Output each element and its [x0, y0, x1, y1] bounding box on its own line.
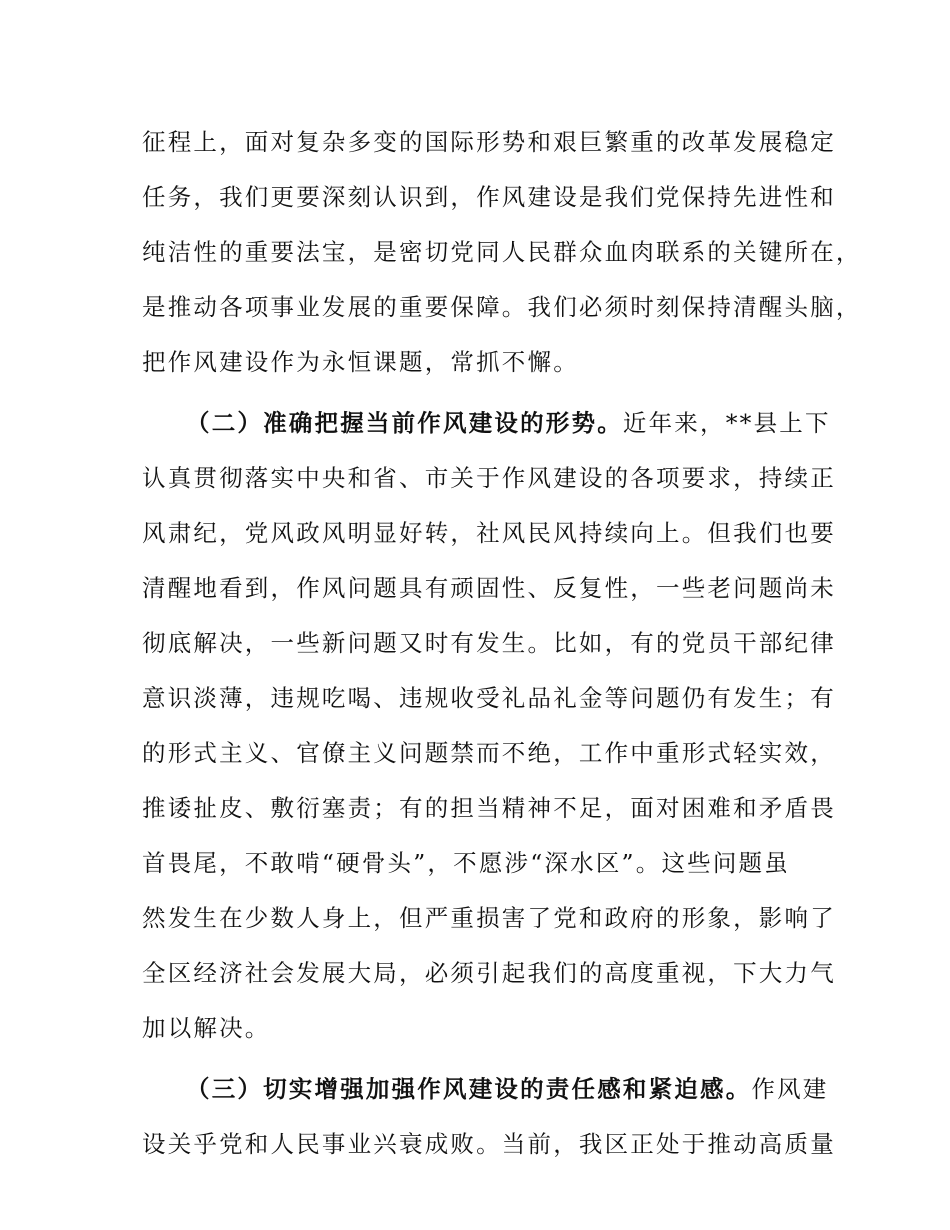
- section-2-heading: （二）准确把握当前作风建设的形势。: [186, 409, 623, 437]
- section-2-first-line: [186, 407, 831, 439]
- body-line: 意识淡薄，违规吃喝、违规收受礼品礼金等问题仍有发生；有: [142, 684, 836, 712]
- body-line: 是推动各项事业发展的重要保障。我们必须时刻保持清醒头脑，: [142, 293, 862, 321]
- body-line: 任务，我们更要深刻认识到，作风建设是我们党保持先进性和: [142, 183, 836, 211]
- body-line: 然发生在少数人身上，但严重损害了党和政府的形象，影响了: [142, 904, 836, 932]
- body-line: 的形式主义、官僚主义问题禁而不绝，工作中重形式轻实效，: [142, 739, 836, 767]
- body-line: 把作风建设作为永恒课题，常抓不懈。: [142, 348, 579, 376]
- body-line: 风肃纪，党风政风明显好转，社风民风持续向上。但我们也要: [142, 519, 836, 547]
- body-line: 推诿扯皮、敷衍塞责；有的担当精神不足，面对困难和矛盾畏: [142, 794, 836, 822]
- body-line: 加以解决。: [142, 1014, 271, 1042]
- section-2-first-text: 近年来，**县上下: [622, 409, 831, 437]
- body-line: 认真贯彻落实中央和省、市关于作风建设的各项要求，持续正: [142, 464, 836, 492]
- body-line: 彻底解决，一些新问题又时有发生。比如，有的党员干部纪律: [142, 629, 836, 657]
- body-line: 首畏尾，不敢啃“硬骨头”，不愿涉“深水区”。这些问题虽: [142, 849, 790, 877]
- body-line: 设关乎党和人民事业兴衰成败。当前，我区正处于推动高质量: [142, 1130, 836, 1158]
- body-line: 征程上，面对复杂多变的国际形势和艰巨繁重的改革发展稳定: [142, 128, 836, 156]
- section-3-heading: （三）切实增强加强作风建设的责任感和紧迫感。: [186, 1075, 752, 1103]
- body-line: 清醒地看到，作风问题具有顽固性、反复性，一些老问题尚未: [142, 574, 836, 602]
- body-line: 全区经济社会发展大局，必须引起我们的高度重视，下大力气: [142, 959, 836, 987]
- section-3-first-text: 作风建: [751, 1075, 829, 1103]
- body-line: 纯洁性的重要法宝，是密切党同人民群众血肉联系的关键所在，: [142, 238, 862, 266]
- section-3-first-line: [186, 1073, 829, 1105]
